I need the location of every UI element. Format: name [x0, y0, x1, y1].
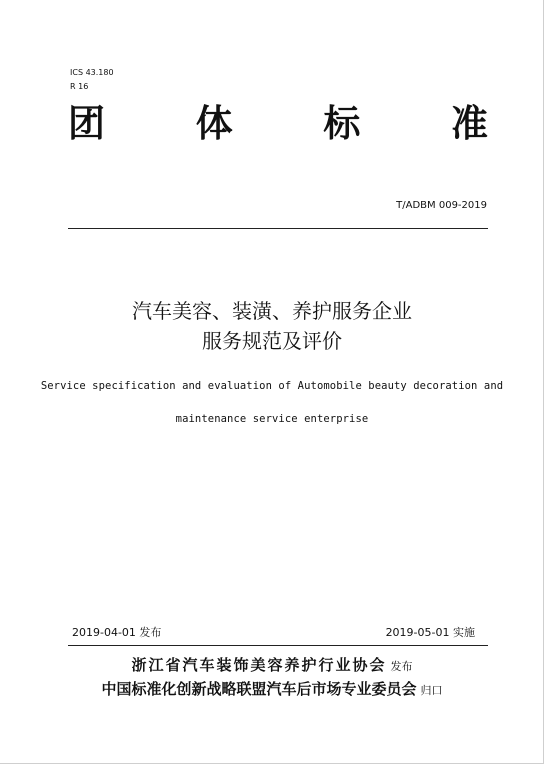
english-title-line-1: Service specification and evaluation of Automobile beauty decoration and — [40, 380, 504, 392]
standard-number: T/ADBM 009-2019 — [396, 200, 487, 211]
heading-char: 标 — [323, 102, 361, 145]
issuer-org: 浙江省汽车装饰美容养护行业协会 — [131, 656, 387, 674]
heading-char: 准 — [450, 102, 488, 145]
english-title-line-2: maintenance service enterprise — [175, 413, 369, 425]
standard-type-heading — [68, 102, 488, 146]
issuer-role: 发布 — [390, 660, 413, 673]
ccs-code: R 16 — [70, 82, 89, 91]
issuer-role: 归口 — [420, 684, 443, 697]
chinese-title-line-1: 汽车美容、装潢、养护服务企业 — [132, 299, 412, 323]
top-divider — [68, 228, 488, 229]
heading-char: 团 — [68, 102, 105, 145]
bottom-divider — [68, 645, 488, 646]
chinese-title-line-2: 服务规范及评价 — [202, 329, 342, 353]
effective-date: 2019-05-01 实施 — [385, 626, 475, 639]
issue-date: 2019-04-01 发布 — [72, 626, 162, 639]
issuer-line — [0, 678, 544, 699]
issuer-line — [0, 654, 544, 675]
ics-code: ICS 43.180 — [70, 68, 114, 77]
issuer-org: 中国标准化创新战略联盟汽车后市场专业委员会 — [101, 680, 417, 698]
classification-codes — [70, 66, 114, 94]
heading-char: 体 — [195, 102, 233, 145]
